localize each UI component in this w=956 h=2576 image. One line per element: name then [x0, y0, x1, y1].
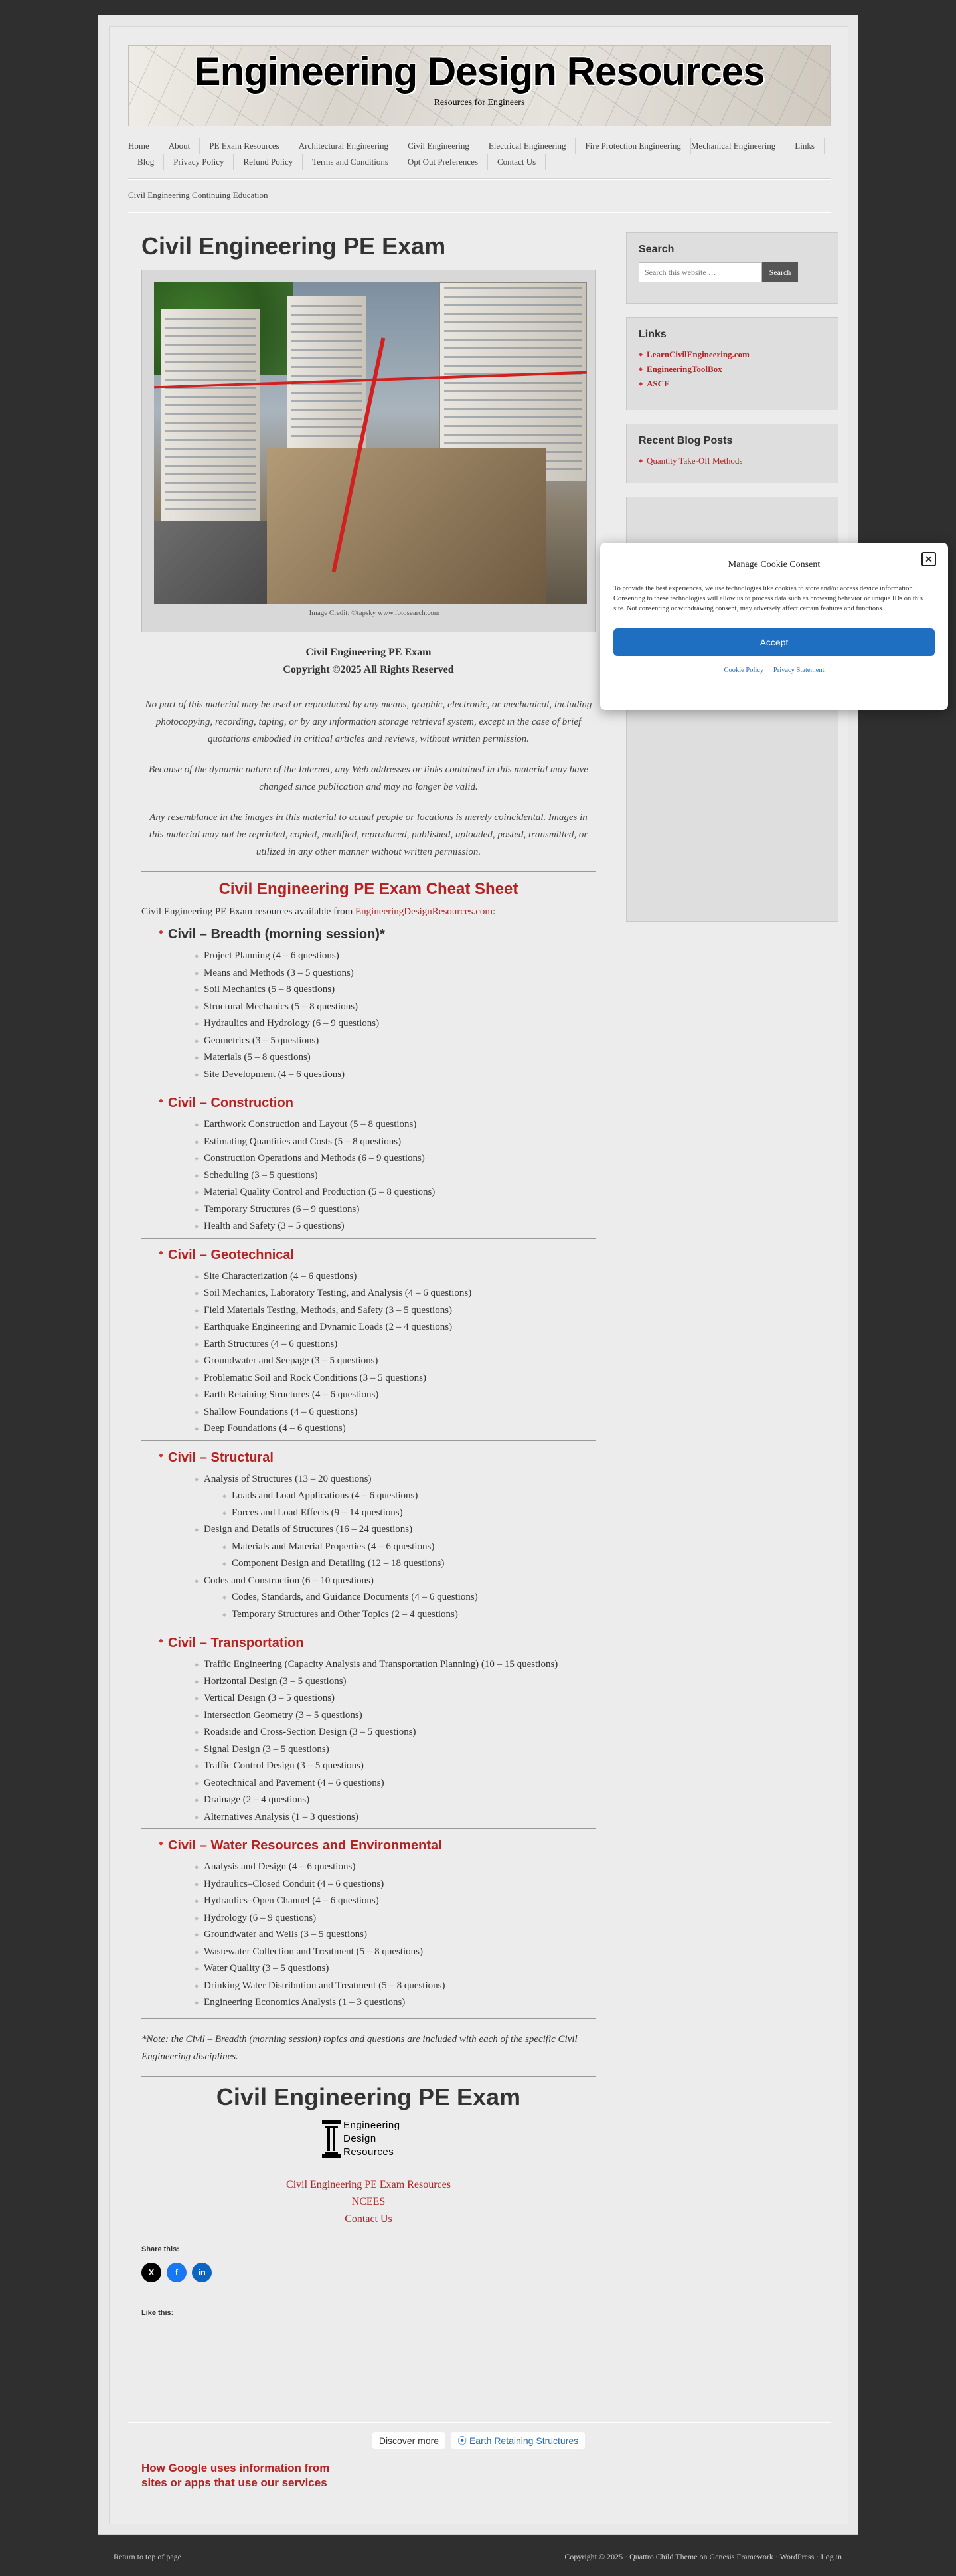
list-item — [639, 454, 826, 468]
topic-text: Construction Operations and Methods (6 – 9 questions) — [204, 1153, 425, 1163]
topic-text: Analysis of Structures (13 – 20 questions) — [204, 1473, 372, 1484]
intro-end: : — [493, 906, 496, 917]
list-item — [195, 1319, 596, 1336]
topic-text: Deep Foundations (4 – 6 questions) — [204, 1423, 346, 1434]
list-item — [195, 1167, 596, 1185]
topic-text: Hydraulics and Hydrology (6 – 9 questions) — [204, 1018, 380, 1029]
recent-posts-widget — [626, 424, 838, 483]
list-item — [639, 362, 826, 377]
nav-item-architectural-engineering[interactable]: Architectural Engineering — [289, 138, 398, 154]
topic-text: Alternatives Analysis (1 – 3 questions) — [204, 1811, 358, 1822]
divider — [141, 871, 596, 872]
search-widget — [626, 232, 838, 304]
section-title: Civil – Structural — [168, 1450, 274, 1465]
links-widget — [626, 317, 838, 410]
photo-parking-lot — [154, 521, 267, 604]
list-item — [195, 1201, 596, 1219]
topic-text: Hydrology (6 – 9 questions) — [204, 1912, 317, 1923]
bullet-icon: ◆ — [159, 1451, 163, 1458]
footer-links — [141, 2176, 596, 2228]
list-item — [195, 1573, 596, 1624]
discover-label: Discover more — [372, 2432, 445, 2449]
list-item — [639, 377, 826, 391]
nav-item-refund-policy[interactable]: Refund Policy — [234, 154, 303, 170]
breadth-note: *Note: the Civil – Breadth (morning session) topics and questions are included with each of the specific Civil Engineering disciplines. — [141, 2033, 578, 2062]
construction-site-photo — [154, 282, 587, 604]
share-heading: Share this: — [141, 2245, 179, 2253]
list-item — [195, 1404, 596, 1421]
topic-text: Drainage (2 – 4 questions) — [204, 1794, 310, 1805]
list-item — [195, 1285, 596, 1302]
bullet-icon: ◆ — [159, 1637, 163, 1644]
sub-list-item: ◆ Loads and Load Applications (4 – 6 questions) — [222, 1488, 596, 1505]
share-buttons — [141, 2263, 596, 2282]
list-item — [195, 1134, 596, 1151]
topic-text: Design and Details of Structures (16 – 24 questions) — [204, 1524, 413, 1535]
widget-title: Links — [639, 329, 667, 340]
google-privacy-link[interactable]: How Google uses information from sites or apps that use our services — [141, 2462, 330, 2489]
facebook-share-icon[interactable]: f — [167, 2263, 187, 2282]
topic-text: Means and Methods (3 – 5 questions) — [204, 967, 354, 978]
topic-text: Site Characterization (4 – 6 questions) — [204, 1270, 357, 1282]
page-wrap — [98, 15, 858, 2535]
list-item — [195, 1420, 596, 1438]
topic-text: Soil Mechanics (5 – 8 questions) — [204, 984, 335, 995]
topic-text: Analysis and Design (4 – 6 questions) — [204, 1861, 356, 1872]
list-item — [195, 1944, 596, 1961]
list-item — [195, 1353, 596, 1370]
divider — [141, 1828, 596, 1829]
topic-text: Field Materials Testing, Methods, and Safety (3 – 5 questions) — [204, 1304, 453, 1316]
nav-item-about[interactable]: About — [159, 138, 200, 154]
topic-text: Hydraulics–Open Channel (4 – 6 questions) — [204, 1895, 379, 1906]
exam-section — [159, 1247, 596, 1438]
topic-text: Material Quality Control and Production (5 – 8 questions) — [204, 1187, 436, 1197]
secondary-nav-item[interactable]: Civil Engineering Continuing Education — [128, 190, 268, 200]
list-item — [195, 1741, 596, 1759]
page-title: Civil Engineering PE Exam — [141, 232, 446, 260]
logo-line: Design — [343, 2132, 376, 2144]
discover-more-bar — [110, 2432, 848, 2449]
search-input[interactable] — [639, 262, 762, 282]
list-item — [195, 1150, 596, 1167]
divider — [141, 2018, 596, 2019]
list-item — [195, 1978, 596, 1995]
topic-text: Health and Safety (3 – 5 questions) — [204, 1221, 345, 1231]
intro-link[interactable]: EngineeringDesignResources.com — [355, 906, 493, 917]
footer-page-title: Civil Engineering PE Exam — [216, 2083, 521, 2110]
topic-text: Traffic Control Design (3 – 5 questions) — [204, 1760, 364, 1771]
bullet-icon: ◆ — [159, 1248, 163, 1256]
list-item — [195, 1033, 596, 1050]
photo-excavation — [267, 448, 546, 604]
nav-item-civil-engineering[interactable]: Civil Engineering — [398, 138, 479, 154]
nav-item-contact-us[interactable]: Contact Us — [488, 154, 546, 170]
return-to-top-link[interactable]: Return to top of page — [114, 2552, 181, 2561]
nav-item-blog[interactable]: Blog — [128, 154, 164, 170]
topic-text: Vertical Design (3 – 5 questions) — [204, 1693, 335, 1703]
sub-list-item: ◆ Forces and Load Effects (9 – 14 questions) — [222, 1505, 596, 1522]
topic-text: Geotechnical and Pavement (4 – 6 questions) — [204, 1777, 384, 1788]
topic-text: Earth Structures (4 – 6 questions) — [204, 1338, 338, 1349]
list-item — [195, 948, 596, 965]
nav-item-electrical-engineering[interactable]: Electrical Engineering — [479, 138, 576, 154]
x-share-icon[interactable]: X — [141, 2263, 161, 2282]
topic-text: Signal Design (3 – 5 questions) — [204, 1743, 329, 1755]
logo-text — [343, 2119, 400, 2159]
linkedin-share-icon[interactable]: in — [192, 2263, 212, 2282]
sub-list-item: ◆ Temporary Structures and Other Topics (2 – 4 questions) — [222, 1606, 596, 1624]
section-title: Civil – Construction — [168, 1096, 293, 1110]
list-item — [195, 1893, 596, 1910]
list-item — [195, 1994, 596, 2012]
list-item — [195, 1674, 596, 1691]
pillar-icon — [322, 2120, 341, 2158]
list-item — [195, 1707, 596, 1725]
edr-logo — [322, 2118, 415, 2160]
list-item — [195, 1758, 596, 1775]
topic-text: Site Development (4 – 6 questions) — [204, 1069, 345, 1080]
bullet-icon: ◆ — [159, 1097, 163, 1104]
pe-exam-resources-link[interactable]: Civil Engineering PE Exam Resources — [286, 2178, 451, 2190]
topic-text: Groundwater and Wells (3 – 5 questions) — [204, 1929, 367, 1940]
contact-us-link[interactable]: Contact Us — [345, 2213, 392, 2225]
exam-section — [159, 927, 596, 1083]
recent-post-link[interactable]: Quantity Take-Off Methods — [647, 456, 743, 466]
photo-building — [287, 296, 366, 448]
nav-item-home[interactable]: Home — [128, 138, 159, 154]
sidebar-link-asce[interactable]: ASCE — [647, 379, 670, 388]
nav-divider — [128, 178, 831, 180]
list-item — [195, 1370, 596, 1387]
section-title: Civil – Geotechnical — [168, 1247, 295, 1262]
ncees-link[interactable]: NCEES — [351, 2195, 386, 2207]
topic-text: Problematic Soil and Rock Conditions (3 – 5 questions) — [204, 1372, 426, 1383]
image-caption: Image Credit: ©tapsky www.fotosearch.com — [309, 609, 440, 617]
sidebar-link-learncivil[interactable]: LearnCivilEngineering.com — [647, 349, 750, 359]
list-item — [195, 1521, 596, 1573]
list-item — [195, 1724, 596, 1741]
section-title: Civil – Water Resources and Environmental — [168, 1838, 442, 1853]
list-item — [195, 1656, 596, 1674]
divider — [141, 1440, 596, 1441]
topic-text: Scheduling (3 – 5 questions) — [204, 1169, 318, 1181]
list-item — [195, 1876, 596, 1893]
topic-text: Horizontal Design (3 – 5 questions) — [204, 1675, 347, 1687]
list-item — [195, 1690, 596, 1707]
nav-divider — [128, 211, 831, 213]
list-item — [195, 1960, 596, 1978]
topic-text: Drinking Water Distribution and Treatment (5 – 8 questions) — [204, 1980, 445, 1991]
cookie-title: Manage Cookie Consent — [728, 560, 821, 570]
topic-text: Roadside and Cross-Section Design (3 – 5 questions) — [204, 1727, 416, 1737]
nav-item-pe-exam-resources[interactable]: PE Exam Resources — [200, 138, 289, 154]
sidebar-link-toolbox[interactable]: EngineeringToolBox — [647, 364, 722, 374]
list-item — [195, 1792, 596, 1809]
list-item — [195, 1184, 596, 1201]
sub-list-item: ◆ Codes, Standards, and Guidance Documents (4 – 6 questions) — [222, 1589, 596, 1606]
widget-title: Recent Blog Posts — [639, 435, 733, 446]
list-item — [195, 1049, 596, 1067]
logo-line: Engineering — [343, 2119, 400, 2131]
nav-item-opt-out-preferences[interactable]: Opt Out Preferences — [398, 154, 488, 170]
topic-text: Earthquake Engineering and Dynamic Loads (2 – 4 questions) — [204, 1322, 453, 1332]
list-item — [195, 1387, 596, 1404]
topic-text: Water Quality (3 – 5 questions) — [204, 1963, 329, 1974]
list-item — [195, 1471, 596, 1522]
nav-item-fire-protection-engineering[interactable]: Fire Protection Engineering — [576, 138, 690, 154]
discover-topic: Earth Retaining Structures — [469, 2435, 579, 2446]
topic-text: Hydraulics–Closed Conduit (4 – 6 questions) — [204, 1878, 384, 1889]
topic-text: Soil Mechanics, Laboratory Testing, and Analysis (4 – 6 questions) — [204, 1288, 472, 1298]
photo-building — [161, 309, 260, 521]
bullet-icon: ◆ — [159, 928, 163, 935]
nav-row — [128, 138, 831, 170]
divider — [141, 2076, 596, 2077]
privacy-statement-link[interactable]: Privacy Statement — [773, 667, 825, 674]
topic-text: Traffic Engineering (Capacity Analysis and Transportation Planning) (10 – 15 questions) — [204, 1659, 558, 1670]
exam-section — [159, 1096, 596, 1235]
exam-section — [159, 1450, 596, 1624]
cookie-policy-link[interactable]: Cookie Policy — [724, 667, 764, 674]
topic-text: Temporary Structures (6 – 9 questions) — [204, 1203, 360, 1215]
topic-text: Codes and Construction (6 – 10 questions) — [204, 1575, 374, 1586]
disclaimer-text: Any resemblance in the images in this material to actual people or locations is merely coincidental. Images in this material may not be reprinted, copied, modified, reproduced, published, uploaded, posted, transmitted, or utilized in any other manner without written permission. — [149, 812, 588, 857]
discover-topic-chip[interactable] — [451, 2432, 585, 2449]
like-heading: Like this: — [141, 2308, 174, 2317]
sub-list-item: ◆ Component Design and Detailing (12 – 18 questions) — [222, 1555, 596, 1573]
topic-text: Materials (5 – 8 questions) — [204, 1052, 311, 1063]
site-header[interactable] — [128, 45, 831, 126]
exam-section — [159, 1636, 596, 1826]
copyright-line: Copyright ©2025 All Rights Reserved — [283, 664, 454, 675]
topic-text: Estimating Quantities and Costs (5 – 8 questions) — [204, 1136, 402, 1147]
bullet-icon: ◆ — [159, 1840, 163, 1846]
exam-section — [159, 1838, 596, 2012]
topic-text: Earth Retaining Structures (4 – 6 questions) — [204, 1389, 379, 1400]
cheat-sheet-title: Civil Engineering PE Exam Cheat Sheet — [218, 880, 518, 898]
divider — [128, 2421, 831, 2423]
nav-item-privacy-policy[interactable]: Privacy Policy — [164, 154, 234, 170]
disclaimer-text: No part of this material may be used or reproduced by any means, graphic, electronic, or mechanical, including photocopying, recording, taping, or by any information storage retrieval system, except in the case of brief quotations embodied in critical articles and reviews, without written permission. — [145, 699, 592, 744]
widget-title: Search — [639, 244, 675, 255]
section-title: Civil – Breadth (morning session)* — [168, 927, 385, 942]
list-item — [195, 1067, 596, 1084]
topic-text: Intersection Geometry (3 – 5 questions) — [204, 1709, 362, 1721]
page-inner — [109, 26, 848, 2524]
primary-nav — [128, 138, 831, 170]
search-icon: ⦿ — [457, 2435, 469, 2446]
site-description: Resources for Engineers — [434, 98, 525, 108]
list-item — [195, 1910, 596, 1927]
cookie-consent-modal — [600, 543, 948, 710]
close-icon[interactable]: ✕ — [921, 552, 936, 566]
list-item — [195, 999, 596, 1016]
list-item — [195, 1809, 596, 1826]
topic-text: Project Planning (4 – 6 questions) — [204, 950, 339, 961]
list-item — [195, 1336, 596, 1353]
topic-text: Geometrics (3 – 5 questions) — [204, 1035, 319, 1046]
intro-text: Civil Engineering PE Exam resources available from — [141, 906, 355, 917]
list-item — [639, 347, 826, 362]
list-item — [195, 1775, 596, 1792]
list-item — [195, 1116, 596, 1134]
intro-paragraph — [141, 906, 596, 918]
nav-item-mechanical-engineering[interactable]: Mechanical Engineering — [691, 138, 785, 154]
sub-list-item: ◆ Materials and Material Properties (4 – 6 questions) — [222, 1539, 596, 1556]
footer-credits: Copyright © 2025 · Quattro Child Theme on Genesis Framework · WordPress · Log in — [564, 2552, 842, 2561]
topic-text: Groundwater and Seepage (3 – 5 questions) — [204, 1355, 378, 1366]
disclaimer-text: Because of the dynamic nature of the Internet, any Web addresses or links contained in this material may have changed since publication and may no longer be valid. — [149, 764, 588, 792]
search-button[interactable]: Search — [762, 262, 798, 282]
logo-line: Resources — [343, 2146, 394, 2158]
topic-text: Shallow Foundations (4 – 6 questions) — [204, 1406, 358, 1417]
accept-button[interactable]: Accept — [613, 628, 935, 656]
list-item — [195, 1015, 596, 1033]
list-item — [195, 1218, 596, 1235]
topic-text: Engineering Economics Analysis (1 – 3 questions) — [204, 1997, 406, 2008]
list-item — [195, 1927, 596, 1944]
topic-text: Earthwork Construction and Layout (5 – 8 questions) — [204, 1119, 417, 1130]
nav-item-terms-and-conditions[interactable]: Terms and Conditions — [303, 154, 398, 170]
featured-image-frame — [141, 270, 596, 632]
exam-sections — [141, 927, 596, 2012]
list-item — [195, 965, 596, 982]
list-item — [195, 1859, 596, 1876]
list-item — [195, 982, 596, 999]
nav-item-links[interactable]: Links — [785, 138, 825, 154]
site-title[interactable]: Engineering Design Resources — [194, 49, 765, 94]
list-item — [195, 1302, 596, 1320]
divider — [141, 1238, 596, 1239]
cookie-links — [613, 667, 935, 674]
cookie-text: To provide the best experiences, we use technologies like cookies to store and/or access device information. Consenting to these technologies will allow us to process data such as browsing behavior or unique IDs on this site. Not consenting or withdrawing consent, may adversely affect certain features and functions. — [613, 585, 923, 612]
topic-text: Wastewater Collection and Treatment (5 – 8 questions) — [204, 1946, 423, 1957]
copyright-title: Civil Engineering PE Exam — [305, 647, 432, 658]
topic-text: Structural Mechanics (5 – 8 questions) — [204, 1001, 358, 1012]
main-content — [141, 232, 596, 2317]
list-item — [195, 1268, 596, 1286]
section-title: Civil – Transportation — [168, 1636, 304, 1650]
